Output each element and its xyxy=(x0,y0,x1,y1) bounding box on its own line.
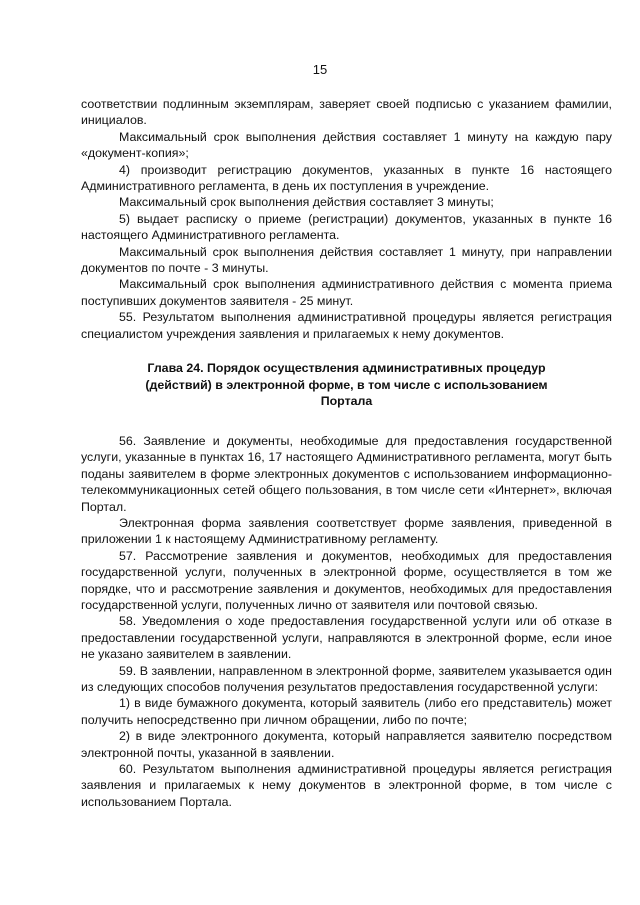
paragraph: 55. Результатом выполнения административной процедуры является регистрация специалистом учреждения заявления и прилагаемых к нему документов. xyxy=(81,310,612,341)
paragraph: Максимальный срок выполнения действия составляет 3 минуты; xyxy=(119,195,494,210)
page-number: 15 xyxy=(312,62,328,77)
document-body xyxy=(81,96,612,810)
chapter-heading-line: (действий) в электронной форме, в том числе с использованием xyxy=(145,377,548,392)
paragraph: 60. Результатом выполнения административной процедуры является регистрация заявления и прилагаемых к нему документов в электронной форме, в том числе с использованием Портала. xyxy=(81,762,612,809)
paragraph: 58. Уведомления о ходе предоставления государственной услуги или об отказе в предоставлении государственной услуги, направляются в электронной форме, если иное не указано заявителем в заявлении. xyxy=(81,614,612,662)
paragraph: 4) производит регистрацию документов, указанных в пункте 16 настоящего Административного регламента, в день их поступления в учреждение. xyxy=(81,162,612,194)
paragraph: 2) в виде электронного документа, который направляется заявителю посредством электронной почты, указанной в заявлении. xyxy=(81,729,612,760)
paragraph: Максимальный срок выполнения административного действия с момента приема поступивших документов заявителя - 25 минут. xyxy=(81,277,612,308)
paragraph: 1) в виде бумажного документа, который заявитель (либо его представитель) может получить непосредственно при личном обращении, либо по почте; xyxy=(81,696,612,727)
paragraph: 5) выдает расписку о приеме (регистрации) документов, указанных в пункте 16 настоящего Административного регламента. xyxy=(81,211,612,243)
paragraph: 57. Рассмотрение заявления и документов, необходимых для предоставления государственной услуги, полученных в электронной форме, осуществляется в том же порядке, что и рассмотрение заявления и документов, необходимых для предоставления государственной услуги, полученных лично от заявителя или почтовой связью. xyxy=(81,548,612,612)
chapter-heading-line: Портала xyxy=(320,394,373,409)
paragraph: Электронная форма заявления соответствует форме заявления, приведенной в приложении 1 к настоящему Административному регламенту. xyxy=(81,515,612,547)
paragraph: Максимальный срок выполнения действия составляет 1 минуту, при направлении документов по почте - 3 минуты. xyxy=(81,244,612,276)
paragraph: 59. В заявлении, направленном в электронной форме, заявителем указывается один из следующих способов получения результатов предоставления государственной услуги: xyxy=(81,663,612,694)
paragraph: соответствии подлинным экземплярам, заверяет своей подписью с указанием фамилии, инициалов. xyxy=(81,97,612,128)
chapter-heading xyxy=(81,360,612,410)
paragraph: Максимальный срок выполнения действия составляет 1 минуту на каждую пару «документ-копия»; xyxy=(81,129,612,161)
chapter-heading-line: Глава 24. Порядок осуществления административных процедур xyxy=(147,361,546,376)
paragraph: 56. Заявление и документы, необходимые для предоставления государственной услуги, указанные в пунктах 16, 17 настоящего Административного регламента, могут быть поданы заявителем в форме электронных документов с использованием информационно-телекоммуникационных сетей общего пользования, в том числе сети «Интернет», включая Портал. xyxy=(81,433,612,514)
